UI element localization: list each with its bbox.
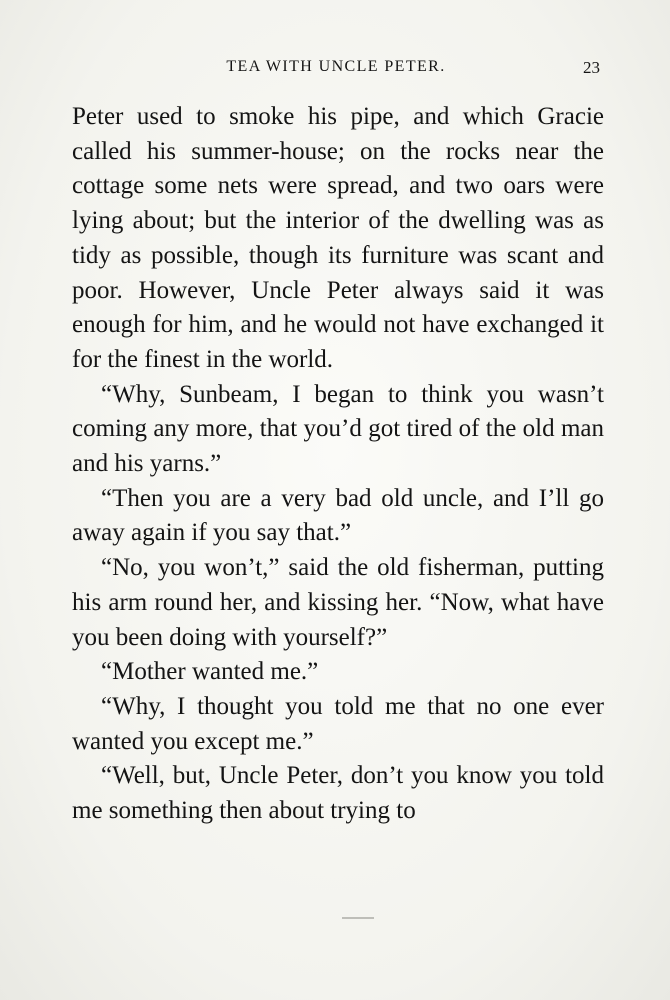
paragraph: “Then you are a very bad old uncle, and I’ll go away again if you say that.” [72,484,604,547]
paragraph: “Why, I thought you told me that no one ever wanted you except me.” [72,692,604,755]
print-smudge [342,917,374,919]
paragraph-continued: Peter used to smoke his pipe, and which Gracie called his summer-house; on the rocks near the cottage some nets were spread, and two oars were lying about; but the interior of the dwelling was as tidy as possible, though its furniture was scant and poor. However, Uncle Peter always said it was enough for him, and he would not have exchanged it for the finest in the world. [72,103,604,373]
paragraph: “Why, Sunbeam, I began to think you wasn’t coming any more, that you’d got tired of the old man and his yarns.” [72,380,604,478]
page-number: 23 [583,58,600,77]
page-header [72,58,600,84]
paragraph: “Mother wanted me.” [101,658,319,686]
body-text [72,100,604,829]
running-title: TEA WITH UNCLE PETER. [226,58,446,75]
paragraph: “No, you won’t,” said the old fisherman, putting his arm round her, and kissing her. “Now, what have you been doing with yourself?” [72,554,604,651]
paragraph: “Well, but, Uncle Peter, don’t you know you told me something then about trying to [72,762,604,825]
